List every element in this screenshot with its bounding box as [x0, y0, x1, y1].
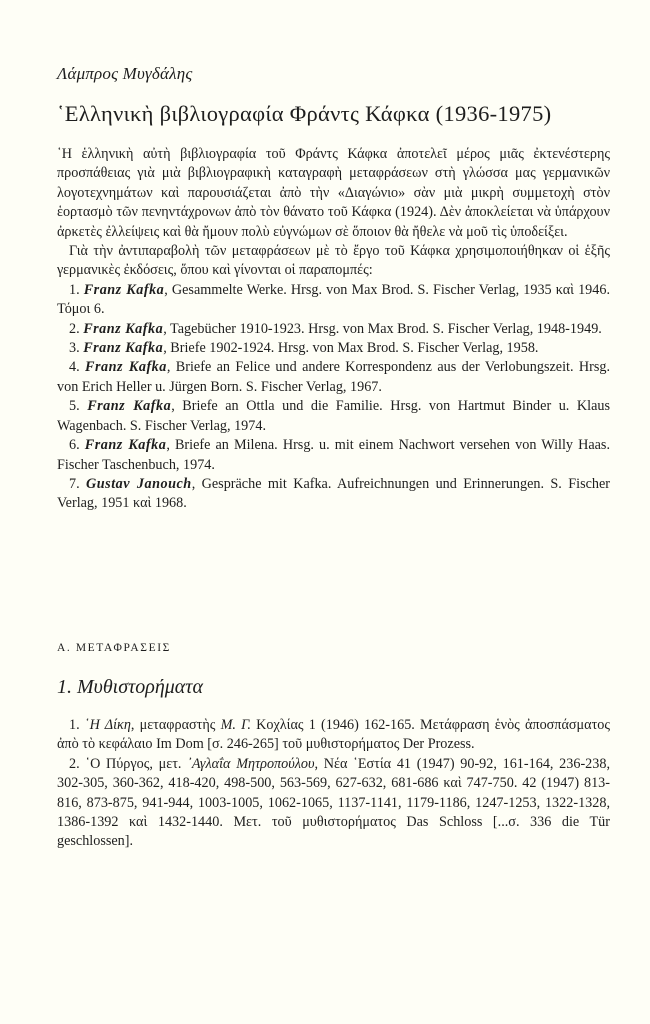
reference-author: Franz Kafka — [83, 340, 164, 357]
reference-item — [57, 281, 610, 320]
reference-number: 3. — [69, 340, 80, 357]
entry-translator: Μ. Γ. — [220, 717, 251, 733]
reference-number: 1. — [69, 281, 80, 298]
bibliography-entry — [57, 716, 610, 755]
article-title: ῾Ελληνικὴ βιβλιογραφία Φράντς Κάφκα (1936-1975) — [57, 101, 552, 126]
entry-translator-prefix: , μεταφραστὴς — [130, 717, 221, 733]
reference-item — [57, 358, 610, 397]
reference-number: 6. — [69, 437, 80, 454]
reference-text: , Briefe an Felice und andere Korrespondenz aus der Verlobungszeit. Hrsg. von Erich Heller u. Jürgen Born. S. Fischer Verlag, 1967. — [57, 359, 611, 395]
reference-item — [57, 436, 610, 475]
section-heading: Α. ΜΕΤΑΦΡΑΣΕΙΣ — [57, 642, 171, 654]
reference-number: 2. — [69, 320, 80, 337]
reference-item — [57, 339, 610, 358]
reference-author: Franz Kafka — [85, 359, 167, 376]
reference-text: , Briefe an Ottla und die Familie. Hrsg. von Hartmut Binder u. Klaus Wagenbach. S. Fischer Verlag, 1974. — [57, 398, 610, 434]
entry-number: 1. — [69, 717, 80, 733]
reference-item — [57, 320, 610, 339]
entry-translator: ᾿Αγλαΐα Μητροπούλου — [187, 755, 315, 772]
reference-text: , Gesammelte Werke. Hrsg. von Max Brod. S. Fischer Verlag, 1935 καὶ 1946. Τόμοι 6. — [57, 281, 610, 318]
reference-author: Franz Kafka — [83, 320, 164, 337]
reference-text: , Briefe 1902-1924. Hrsg. von Max Brod. S. Fischer Verlag, 1958. — [163, 340, 539, 357]
reference-author: Gustav Janouch — [86, 475, 192, 492]
entry-translator-prefix: , μετ. — [149, 755, 188, 772]
reference-number: 4. — [69, 359, 80, 376]
entry-title: ῾Ο Πύργος — [85, 755, 150, 772]
reference-item — [57, 475, 610, 514]
intro-paragraph: Γιὰ τὴν ἀντιπαραβολὴ τῶν μεταφράσεων μὲ τὸ ἔργο τοῦ Κάφκα χρησιμοποιήθηκαν οἱ ἑξῆς γερμανικὲς ἐκδόσεις, ὅπου καὶ γίνονται οἱ παραπομπές: — [57, 243, 610, 279]
reference-author: Franz Kafka — [83, 281, 165, 298]
reference-author: Franz Kafka — [84, 437, 167, 454]
entry-number: 2. — [69, 755, 80, 772]
reference-number: 7. — [69, 475, 80, 492]
bibliography-entries — [57, 716, 610, 852]
bibliography-entry — [57, 755, 610, 852]
intro-body — [57, 145, 610, 514]
reference-item — [57, 397, 610, 436]
entry-title: ῾Η Δίκη — [84, 717, 131, 733]
reference-text: , Tagebücher 1910-1923. Hrsg. von Max Brod. S. Fischer Verlag, 1948-1949. — [163, 320, 602, 337]
author-name: Λάμπρος Μυγδάλης — [57, 64, 193, 83]
reference-author: Franz Kafka — [87, 398, 172, 415]
entry-text: Κοχλίας 1 (1946) 162-165. Μετάφραση ἑνὸς ἀποσπάσματος ἀπὸ τὸ κεφάλαιο Im Dom [σ. 246-265] τοῦ μυθιστορήματος Der Prozess. — [57, 717, 611, 753]
intro-paragraph: ῾Η ἑλληνικὴ αὐτὴ βιβλιογραφία τοῦ Φράντς Κάφκα ἀποτελεῖ μέρος μιᾶς ἐκτενέστερης προσπάθειας γιὰ μιὰ βιβλιογραφικὴ καταγραφὴ μεταφράσεων στὴ γλώσσα μας γερμανικῶν λογοτεχνημάτων καὶ παρουσιάζεται ἀπὸ τὴν «Διαγώνιο» σὰν μιὰ μικρὴ συμμετοχὴ στὸν ἑορτασμὸ τῶν πενηντάχρονων ἀπὸ τὸν θάνατο τοῦ Κάφκα (1924). Δὲν ἀποκλείεται νὰ ὑπάρχουν ἀρκετὲς ἐλλείψεις καὶ θὰ ἤμουν πολὺ εὐγνώμων σὲ ὅποιον θὰ ἤθελε νὰ μοῦ τὶς ὑποδείξει. — [57, 146, 610, 240]
reference-text: , Gespräche mit Kafka. Aufreichnungen und Erinnerungen. S. Fischer Verlag, 1951 καὶ 1968. — [57, 475, 611, 512]
reference-text: , Briefe an Milena. Hrsg. u. mit einem Nachwort versehen von Willy Haas. Fischer Taschenbuch, 1974. — [57, 437, 610, 473]
reference-number: 5. — [69, 398, 80, 415]
entry-text: , Νέα ῾Εστία 41 (1947) 90-92, 161-164, 236-238, 302-305, 360-362, 418-420, 498-500, 563-569, 627-632, 681-686 καὶ 747-750. 42 (1947) 813-816, 873-875, 941-944, 1003-1005, 1062-1065, 1137-1141, 1179-1186, 1247-1253, 1322-1328, 1386-1392 καὶ 1432-1440. Μετ. τοῦ μυθιστορήματος Das Schloss [...σ. 336 die Tür geschlossen]. — [57, 755, 611, 850]
subsection-heading: 1. Μυθιστορήματα — [57, 676, 203, 698]
